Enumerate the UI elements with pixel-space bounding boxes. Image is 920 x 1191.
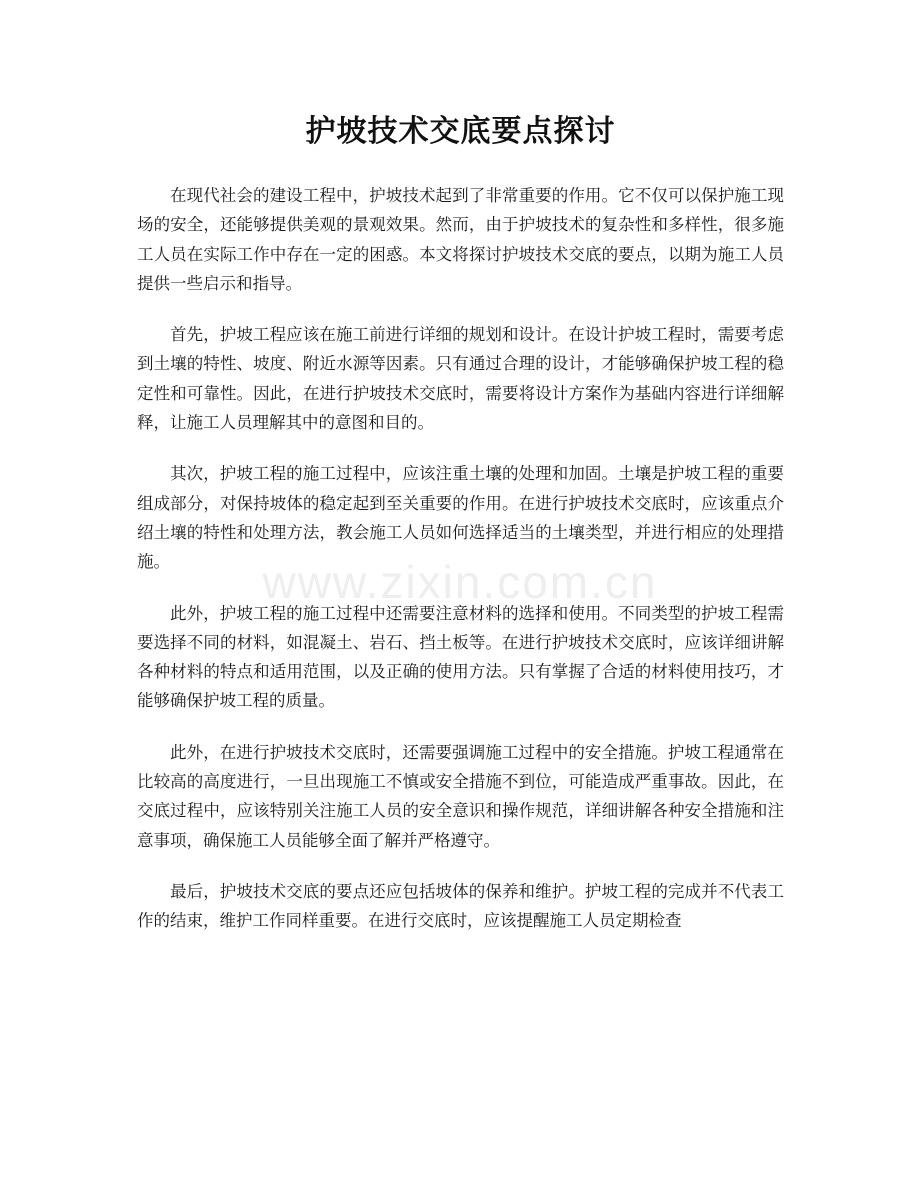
paragraph-1: 在现代社会的建设工程中，护坡技术起到了非常重要的作用。它不仅可以保护施工现场的安全，还能够提供美观的景观效果。然而，由于护坡技术的复杂性和多样性，很多施工人员在实际工作中存在一定的困惑。本文将探讨护坡技术交底的要点，以期为施工人员提供一些启示和指导。 bbox=[137, 186, 784, 293]
watermark-text: www.zixin.com.cn bbox=[262, 556, 658, 608]
paragraph-6: 最后，护坡技术交底的要点还应包括坡体的保养和维护。护坡工程的完成并不代表工作的结束，维护工作同样重要。在进行交底时，应该提醒施工人员定期检查 bbox=[137, 881, 784, 931]
paragraph-2: 首先，护坡工程应该在施工前进行详细的规划和设计。在设计护坡工程时，需要考虑到土壤的特性、坡度、附近水源等因素。只有通过合理的设计，才能够确保护坡工程的稳定性和可靠性。因此，在进行护坡技术交底时，需要将设计方案作为基础内容进行详细解释，让施工人员理解其中的意图和目的。 bbox=[137, 325, 784, 433]
document-title: 护坡技术交底要点探讨 bbox=[305, 114, 616, 149]
paragraph-5: 此外，在进行护坡技术交底时，还需要强调施工过程中的安全措施。护坡工程通常在比较高的高度进行，一旦出现施工不慎或安全措施不到位，可能造成严重事故。因此，在交底过程中，应该特别关注施工人员的安全意识和操作规范，详细讲解各种安全措施和注意事项，确保施工人员能够全面了解并严格遵守。 bbox=[137, 742, 784, 850]
paragraph-4: 此外，护坡工程的施工过程中还需要注意材料的选择和使用。不同类型的护坡工程需要选择不同的材料，如混凝土、岩石、挡土板等。在进行护坡技术交底时，应该详细讲解各种材料的特点和适用范围，以及正确的使用方法。只有掌握了合适的材料使用技巧，才能够确保护坡工程的质量。 bbox=[137, 603, 784, 711]
document-body bbox=[137, 181, 784, 936]
paragraph-3: 其次，护坡工程的施工过程中，应该注重土壤的处理和加固。土壤是护坡工程的重要组成部分，对保持坡体的稳定起到至关重要的作用。在进行护坡技术交底时，应该重点介绍土壤的特性和处理方法，教会施工人员如何选择适当的土壤类型，并进行相应的处理措施。 bbox=[137, 464, 784, 572]
